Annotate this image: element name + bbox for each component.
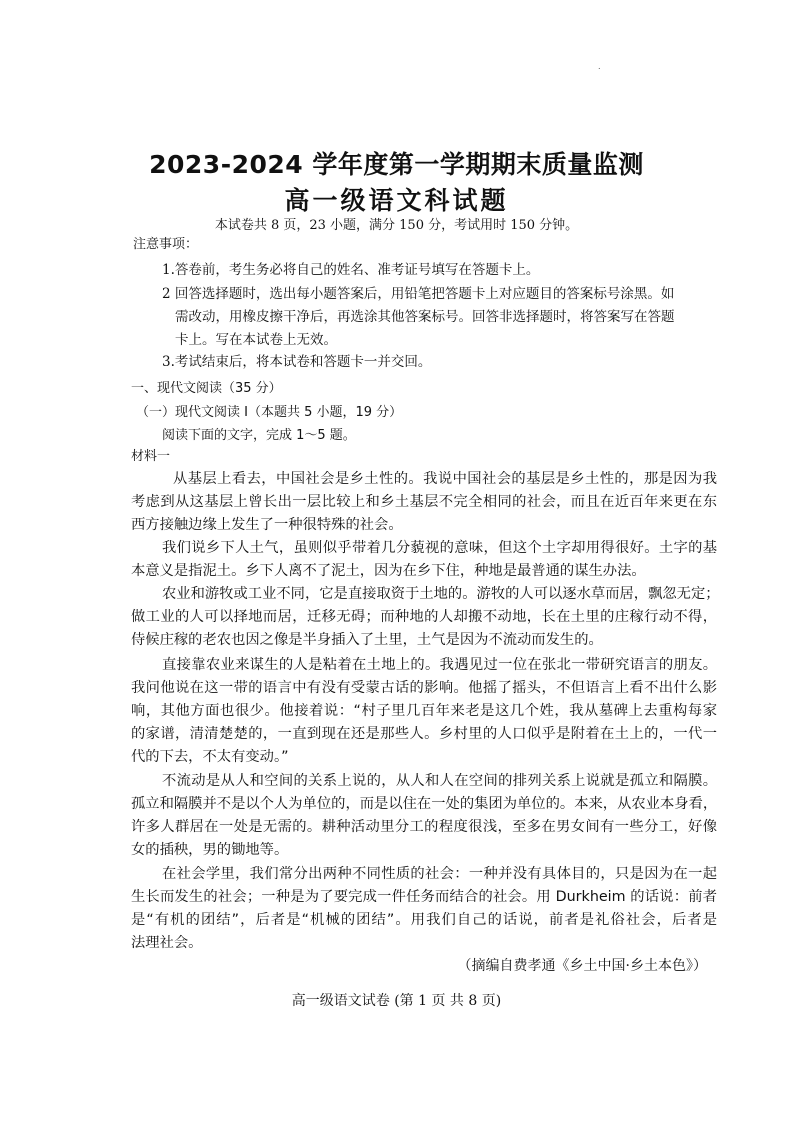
passage-line: 响，其他方面也很少。他接着说：“村子里几百年来老是这几个姓，我从墓碑上去重构每家: [131, 703, 717, 719]
exam-info: 本试卷共 8 页，23 小题，满分 150 分，考试用时 150 分钟。: [214, 218, 579, 233]
note-item-2: 2 回答选择题时，选出每小题答案后，用铅笔把答题卡上对应题目的答案标号涂黑。如: [162, 286, 675, 302]
passage-line: 许多人群居在一处是无需的。耕种活动里分工的程度很浅，至多在男女间有一些分工，好像: [131, 819, 717, 835]
passage-line: 直接靠农业来谋生的人是粘着在土地上的。我遇见过一位在张北一带研究语言的朋友。: [162, 657, 717, 673]
passage-line: 法理社会。: [131, 935, 203, 951]
notes-heading: 注意事项：: [133, 237, 199, 252]
passage-line: 是“有机的团结”，后者是“机械的团结”。用我们自己的话说，前者是礼俗社会，后者是: [131, 912, 717, 928]
passage-line: 西方接触边缘上发生了一种很特殊的社会。: [131, 517, 403, 533]
passage-line: 不流动是从人和空间的关系上说的，从人和人在空间的排列关系上说就是孤立和隔膜。: [162, 773, 717, 789]
passage-line: 我问他说在这一带的语言中有没有受蒙古话的影响。他摇了摇头，不但语言上看不出什么影: [131, 680, 717, 696]
exam-subject-title: 高一级语文科试题: [284, 186, 509, 215]
note-item-3: 3.考试结束后，将本试卷和答题卡一并交回。: [162, 354, 432, 370]
passage-line: 女的插秧，男的锄地等。: [131, 842, 289, 858]
page-mark: .: [598, 62, 601, 71]
passage-line: 生长而发生的社会；一种是为了要完成一件任务而结合的社会。用 Durkheim 的话说：前者: [131, 889, 717, 905]
reading-instruction: 阅读下面的文字，完成 1～5 题。: [162, 428, 356, 443]
passage-line: 侍候庄稼的老农也因之像是半身插入了土里，土气是因为不流动而发生的。: [131, 632, 603, 648]
note-item-1: 1.答卷前，考生务必将自己的姓名、准考证号填写在答题卡上。: [162, 262, 540, 278]
page-footer: 高一级语文试卷 (第 1 页 共 8 页): [291, 993, 502, 1009]
material-label: 材料一: [131, 449, 171, 464]
passage-source: （摘编自费孝通《乡土中国·乡土本色》）: [457, 958, 707, 974]
note-item-2-cont: 需改动，用橡皮擦干净后，再选涂其他答案标号。回答非选择题时，将答案写在答题: [175, 309, 675, 325]
passage-line: 考虑到从这基层上曾长出一层比较上和乡土基层不完全相同的社会，而且在近百年来更在东: [131, 494, 717, 510]
passage-line: 孤立和隔膜并不是以个人为单位的，而是以住在一处的集团为单位的。本来，从农业本身看，: [131, 796, 718, 812]
passage-line: 从基层上看去，中国社会是乡土性的。我说中国社会的基层是乡土性的，那是因为我: [173, 471, 717, 487]
passage-line: 本意义是指泥土。乡下人离不了泥土，因为在乡下住，种地是最普通的谋生办法。: [131, 563, 646, 579]
note-item-2-end: 卡上。写在本试卷上无效。: [175, 332, 337, 348]
passage-line: 在社会学里，我们常分出两种不同性质的社会：一种并没有具体目的，只是因为在一起: [162, 866, 717, 882]
passage-line: 的家谱，清清楚楚的，一直到现在还是那些人。乡村里的人口似乎是附着在土上的，一代一: [131, 726, 717, 742]
passage-line: 我们说乡下人土气，虽则似乎带着几分藐视的意味，但这个土字却用得很好。土字的基: [162, 540, 717, 556]
exam-title: 2023-2024 学年度第一学期期末质量监测: [149, 150, 644, 179]
section-heading: 一、现代文阅读（35 分）: [131, 381, 282, 396]
passage-line: 代的下去，不太有变动。”: [131, 749, 289, 765]
sub-section-heading: （一）现代文阅读 I（本题共 5 小题，19 分）: [136, 405, 403, 420]
passage-line: 农业和游牧或工业不同，它是直接取资于土地的。游牧的人可以逐水草而居，飘忽无定；: [162, 586, 720, 602]
passage-line: 做工业的人可以择地而居，迁移无碍；而种地的人却搬不动地，长在土里的庄稼行动不得，: [131, 609, 717, 625]
